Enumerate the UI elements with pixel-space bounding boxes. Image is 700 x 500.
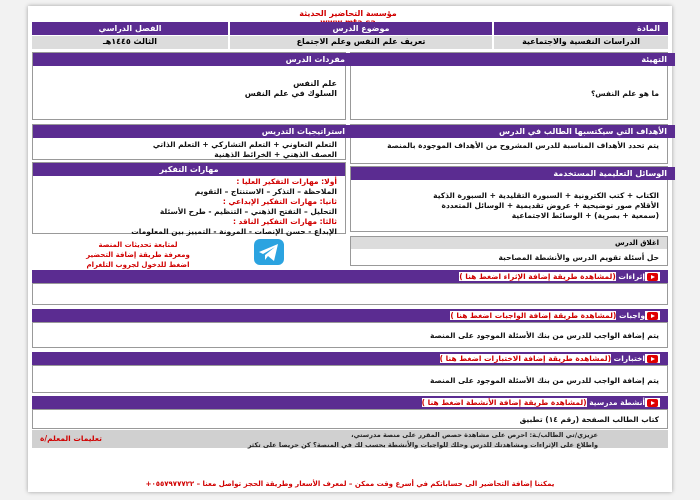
- teacher-notes-line: عزيزي/تي الطالب/ـة: احرص على مشاهدة حصص المقرر على منصة مدرستي،: [351, 431, 598, 439]
- footer-contact[interactable]: يمكننا إضافة التحاضير الى حساباتكم في أسرع وقت ممكن – لمعرف الأسعار وطريقة الحجز تواصل معنا – ٠٥٥٧٩٧٧٧٢٢+: [145, 480, 555, 488]
- enrichment-body: [32, 283, 668, 305]
- subject-label: المادة: [494, 22, 668, 35]
- lesson-plan-page: [28, 6, 672, 492]
- topic-label: موضوع الدرس: [230, 22, 492, 35]
- term-label: الفصل الدراسي: [32, 22, 228, 35]
- aids-section: [350, 166, 668, 232]
- aids-title: الوسائل التعليمية المستخدمة: [351, 167, 675, 180]
- enrichment-link-text: (لمشاهدة طريقة إضافة الإثراء اضغط هنا ): [459, 272, 616, 281]
- thinking-skills: الإبداع - حسن الإنصات - المرونة - التمييز بين المعلومات: [131, 227, 337, 236]
- thinking-heading: ثالثا: مهارات التفكير الناقد :: [232, 217, 337, 226]
- strategies-line: العصف الذهني + الخرائط الذهنية: [214, 150, 337, 159]
- homework-body: [32, 322, 668, 348]
- thinking-title: مهارات التفكير: [33, 163, 345, 176]
- strategies-title: استراتيجيات التدريس: [33, 125, 353, 138]
- tests-title: اختبارات: [613, 354, 645, 363]
- thinking-skills: الملاحظة – التذكر – الاستنتاج – التقويم: [194, 187, 337, 196]
- enrichment-title: إثراءات: [618, 272, 645, 281]
- homework-text: يتم إضافة الواجب للدرس من بنك الأسئلة الموجود على المنصة: [430, 331, 659, 340]
- activities-header: [32, 396, 668, 409]
- thinking-heading: أولا: مهارات التفكير العليا :: [236, 177, 337, 186]
- term-value: الثالث ١٤٤٥هـ: [32, 36, 228, 49]
- closing-title: اغلاق الدرس: [351, 237, 667, 249]
- aids-line: الأقلام صور توضيحية + عروض تقديمية + الوسائل المتعددة: [441, 201, 659, 210]
- subject-value: الدراسات النفسية والاجتماعية: [494, 36, 668, 49]
- tests-text: يتم إضافة الواجب للدرس من بنك الأسئلة الموجود على المنصة: [430, 376, 659, 385]
- closing-section: [350, 236, 668, 266]
- youtube-icon: [647, 312, 658, 320]
- activities-body: [32, 409, 668, 429]
- objectives-text: يتم تحدد الأهداف المناسبة للدرس المشروح من الأهداف الموجودة بالمنصة: [387, 141, 659, 150]
- telegram-promo-line: اضغط للدخول لجروب التلغرام: [86, 261, 190, 269]
- thinking-heading: ثانيا: مهارات التفكير الإبداعي :: [222, 197, 337, 206]
- homework-header: [32, 309, 668, 322]
- thinking-skills: التحليل – التفتح الذهني – التنظيم - طرح الأسئلة: [159, 207, 337, 216]
- telegram-promo-line: لمتابعة تحديثات المنصة: [98, 241, 178, 249]
- strategies-section: [32, 124, 346, 160]
- objectives-title: الأهداف التي سيكتسبها الطالب في الدرس: [351, 125, 675, 138]
- intro-title: التهيئة: [351, 53, 675, 66]
- telegram-icon[interactable]: [254, 239, 284, 265]
- aids-line: الكتاب + كتب الكترونية + السبورة التقليدية + السبورة الذكية: [433, 191, 659, 200]
- strategies-line: التعلم التعاوني + التعلم التشاركي + التعلم الذاتي: [152, 140, 337, 149]
- intro-text: ما هو علم النفس؟: [590, 89, 659, 98]
- vocab-title: مفردات الدرس: [33, 53, 353, 66]
- intro-section: [350, 52, 668, 120]
- telegram-promo-line: ومعرفة طريقة إضافة التحضير: [86, 251, 190, 259]
- youtube-icon: [647, 273, 658, 281]
- activities-link-text: (لمشاهدة طريقة إضافة الأنشطة اضغط هنا ): [421, 398, 587, 407]
- youtube-icon: [647, 399, 658, 407]
- tests-link-text: (لمشاهدة طريقة إضافة الاختبارات اضغط هنا ): [439, 354, 612, 363]
- topic-value: تعريف علم النفس وعلم الاجتماع: [230, 36, 492, 49]
- tests-body: [32, 365, 668, 393]
- aids-line: (سمعية + بصرية) + الوسائط الاجتماعية: [511, 211, 659, 220]
- tests-header: [32, 352, 668, 365]
- enrichment-header: [32, 270, 668, 283]
- thinking-skills-section: [32, 162, 346, 234]
- youtube-icon: [647, 355, 658, 363]
- organization-title: مؤسسة التحاضير الحديثة: [299, 9, 397, 18]
- telegram-promo[interactable]: [38, 240, 238, 270]
- teacher-notes-label: تعليمات المعلم/ة: [40, 434, 102, 443]
- vocab-item: علم النفس: [293, 79, 337, 88]
- homework-title: واجبات: [618, 311, 645, 320]
- activities-text: كتاب الطالب الصفحة (رقم ١٤) تطبيق: [519, 415, 659, 424]
- teacher-notes-line: واطلاع على الإثراءات ومشاهدتك للدرس وحلك للواجبات والأنشطة بحسب لك في المنصة؟ كن حريصا على تكثر: [247, 441, 598, 449]
- objectives-section: [350, 124, 668, 164]
- vocab-section: [32, 52, 346, 120]
- homework-link-text: (لمشاهدة طريقة إضافة الواجبات اضغط هنا ): [450, 311, 617, 320]
- activities-title: أنشطة مدرسية: [589, 398, 645, 407]
- closing-text: حل أسئلة تقويم الدرس والأنشطة المصاحبة: [498, 253, 659, 262]
- vocab-item: السلوك في علم النفس: [244, 89, 337, 98]
- teacher-notes-row: [32, 430, 668, 448]
